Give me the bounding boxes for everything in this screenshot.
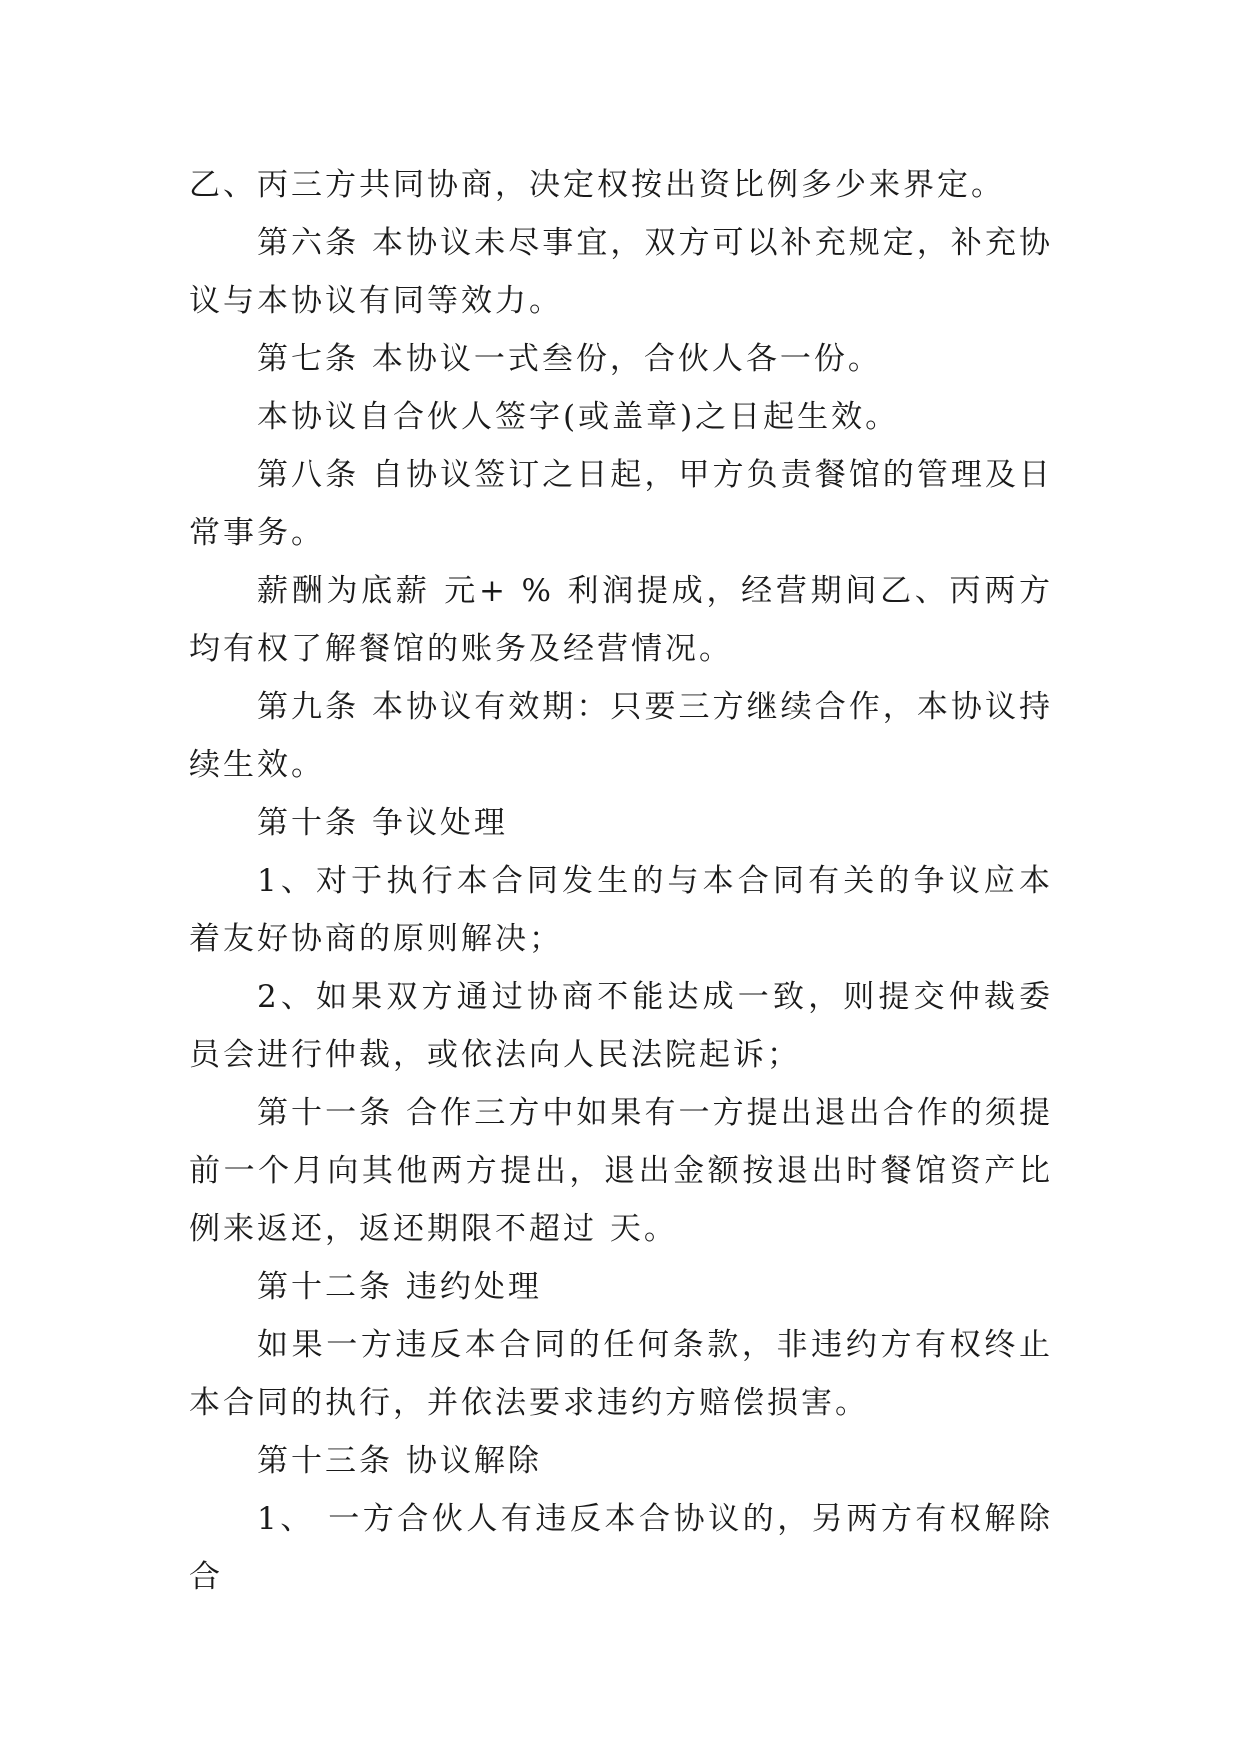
document-body [189, 156, 1053, 1606]
paragraph-article-7: 第七条 本协议一式叁份，合伙人各一份。 [257, 341, 882, 377]
paragraph-dispute-2: 2、如果双方通过协商不能达成一致，则提交仲裁委员会进行仲裁，或依法向人民法院起诉； [189, 979, 1053, 1073]
paragraph-effective: 本协议自合伙人签字(或盖章)之日起生效。 [257, 399, 900, 435]
paragraph-salary: 薪酬为底薪 元+ % 利润提成，经营期间乙、丙两方均有权了解餐馆的账务及经营情况。 [189, 573, 1053, 667]
paragraph-1: 乙、丙三方共同协商，决定权按出资比例多少来界定。 [189, 167, 1005, 203]
paragraph-article-10: 第十条 争议处理 [257, 805, 508, 841]
paragraph-article-8: 第八条 自协议签订之日起，甲方负责餐馆的管理及日常事务。 [189, 457, 1053, 551]
paragraph-dispute-1: 1、对于执行本合同发生的与本合同有关的争议应本着友好协商的原则解决； [189, 863, 1053, 957]
paragraph-article-6: 第六条 本协议未尽事宜，双方可以补充规定，补充协议与本协议有同等效力。 [189, 225, 1053, 319]
paragraph-article-13: 第十三条 协议解除 [257, 1443, 542, 1479]
paragraph-article-12: 第十二条 违约处理 [257, 1269, 542, 1305]
paragraph-termination-1: 1、 一方合伙人有违反本合协议的，另两方有权解除合 [189, 1501, 1053, 1595]
paragraph-article-11: 第十一条 合作三方中如果有一方提出退出合作的须提前一个月向其他两方提出，退出金额按退出时餐馆资产比例来返还，返还期限不超过 天。 [189, 1095, 1053, 1247]
paragraph-breach: 如果一方违反本合同的任何条款，非违约方有权终止本合同的执行，并依法要求违约方赔偿损害。 [189, 1327, 1053, 1421]
paragraph-article-9: 第九条 本协议有效期：只要三方继续合作，本协议持续生效。 [189, 689, 1053, 783]
